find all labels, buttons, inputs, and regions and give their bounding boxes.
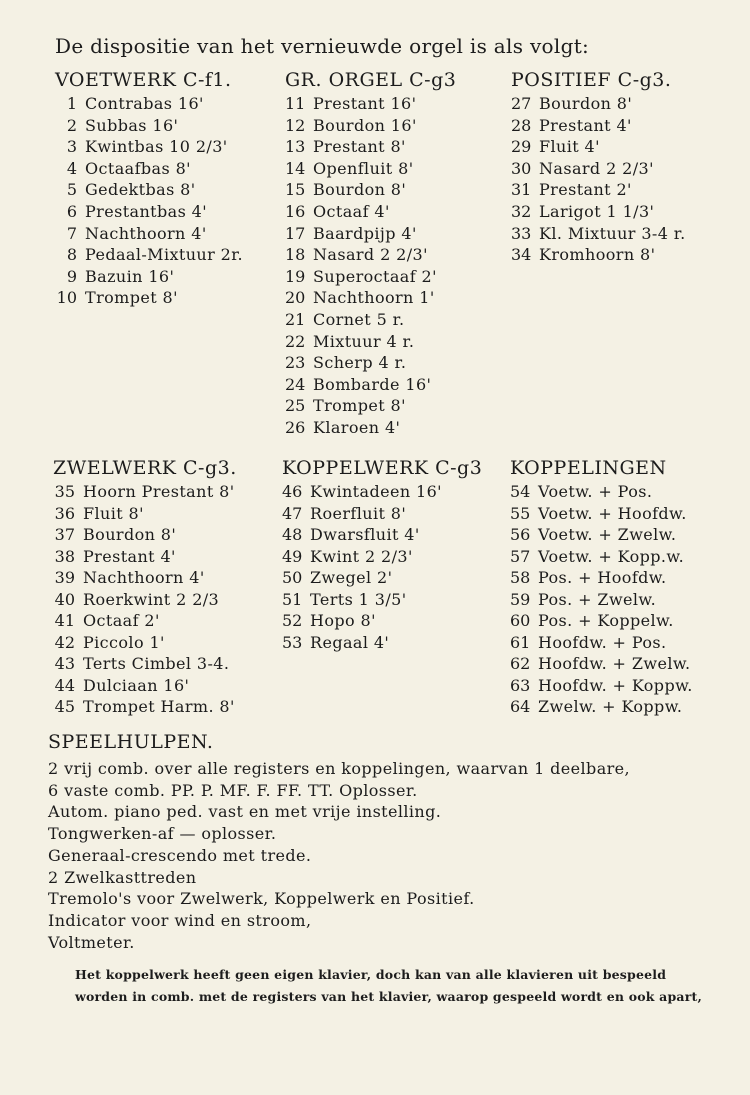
item-number: 34: [511, 245, 532, 265]
item-number: 38: [54, 546, 75, 566]
section-koppelingen: [510, 456, 693, 718]
list-item: [510, 503, 693, 525]
section-speelhulpen: [48, 730, 630, 953]
list-item: [510, 696, 693, 718]
register-list: [53, 481, 237, 718]
item-name: Voetw. + Hoofdw.: [538, 503, 687, 523]
section-title-zwelwerk: ZWELWERK C-g3.: [53, 457, 237, 479]
list-item: [285, 136, 456, 158]
playing-aid-line: 2 vrij comb. over alle registers en koppelingen, waarvan 1 deelbare,: [48, 759, 631, 778]
intro-heading: De dispositie van het vernieuwde orgel is als volgt:: [55, 34, 590, 58]
item-number: 3: [66, 137, 77, 157]
section-koppelwerk: [282, 456, 482, 653]
item-number: 51: [282, 589, 303, 609]
item-number: 55: [510, 503, 531, 523]
item-number: 12: [285, 115, 306, 135]
item-name: Voetw. + Pos.: [538, 482, 653, 501]
list-item: [285, 309, 456, 331]
item-name: Kwintadeen 16': [310, 482, 442, 501]
list-item: [55, 287, 243, 309]
item-name: Trompet Harm. 8': [83, 697, 235, 716]
coupler-list: [510, 481, 693, 718]
list-item: [511, 136, 686, 158]
item-name: Cornet 5 r.: [313, 309, 405, 329]
item-number: 10: [56, 288, 77, 308]
item-name: Openfluit 8': [313, 158, 414, 178]
list-item: [285, 179, 456, 201]
section-title-voetwerk: VOETWERK C-f1.: [55, 69, 232, 91]
item-name: Dwarsfluit 4': [310, 525, 420, 544]
item-number: 52: [282, 611, 303, 630]
list-item: [55, 244, 243, 266]
item-number: 4: [66, 158, 77, 178]
item-number: 33: [511, 223, 532, 243]
item-name: Scherp 4 r.: [313, 353, 407, 373]
item-number: 29: [511, 137, 532, 157]
list-item: [282, 632, 482, 654]
item-number: 62: [510, 654, 531, 673]
list-item: [285, 223, 456, 245]
item-name: Pos. + Hoofdw.: [538, 568, 667, 587]
list-item: [510, 589, 693, 611]
list-item: [511, 179, 686, 201]
item-number: 63: [510, 675, 531, 695]
item-number: 32: [511, 201, 532, 221]
item-name: Larigot 1 1/3': [539, 201, 655, 221]
list-item: [510, 481, 693, 503]
item-name: Nachthoorn 4': [83, 568, 205, 587]
footnote: [75, 964, 715, 1008]
list-item: [285, 244, 456, 266]
item-number: 15: [285, 180, 306, 200]
playing-aid-line: Tongwerken-af — oplosser.: [48, 824, 277, 844]
list-item: [55, 115, 243, 137]
item-name: Octaafbas 8': [85, 158, 191, 178]
list-item: [55, 93, 243, 115]
item-number: 13: [285, 137, 306, 157]
list-item: [53, 546, 237, 568]
item-number: 50: [282, 568, 303, 587]
item-number: 57: [510, 546, 531, 566]
list-item: [55, 266, 243, 288]
item-number: 36: [54, 503, 75, 523]
list-item: [282, 524, 482, 546]
item-name: Hopo 8': [310, 611, 376, 630]
playing-aid-line: Voltmeter.: [48, 932, 135, 952]
item-name: Contrabas 16': [85, 94, 204, 113]
item-name: Roerkwint 2 2/3: [83, 589, 220, 609]
list-item: [511, 244, 686, 266]
item-name: Dulciaan 16': [83, 675, 190, 695]
list-item: [510, 524, 693, 546]
section-voetwerk: [55, 68, 243, 309]
item-name: Nachthoorn 4': [85, 223, 207, 243]
item-name: Kwintbas 10 2/3': [85, 137, 228, 157]
list-item: [285, 115, 456, 137]
register-list: [285, 93, 456, 439]
item-name: Bourdon 8': [313, 180, 407, 200]
item-name: Terts 1 3/5': [310, 589, 407, 609]
item-number: 27: [511, 94, 532, 113]
item-number: 46: [282, 482, 303, 501]
item-number: 22: [285, 331, 306, 351]
section-positief: [511, 68, 686, 266]
item-number: 54: [510, 482, 531, 501]
item-number: 40: [54, 589, 75, 609]
register-list: [55, 93, 243, 309]
item-name: Kromhoorn 8': [539, 245, 656, 265]
list-item: [510, 632, 693, 654]
item-name: Baardpijp 4': [313, 223, 417, 243]
list-item: [511, 158, 686, 180]
list-item: [282, 589, 482, 611]
item-number: 1: [66, 94, 77, 113]
item-name: Fluit 4': [539, 137, 600, 157]
list-item: [53, 567, 237, 589]
list-item: [53, 589, 237, 611]
item-name: Octaaf 2': [83, 611, 160, 630]
item-name: Regaal 4': [310, 632, 390, 652]
item-name: Prestant 2': [539, 180, 632, 200]
item-name: Kl. Mixtuur 3-4 r.: [539, 223, 686, 243]
item-name: Kwint 2 2/3': [310, 546, 413, 566]
item-number: 53: [282, 632, 303, 652]
footnote-line: Het koppelwerk heeft geen eigen klavier, doch kan van alle klavieren uit bespeeld: [75, 967, 667, 982]
item-number: 9: [66, 266, 77, 286]
list-item: [53, 481, 237, 503]
list-item: [53, 653, 237, 675]
list-item: [53, 696, 237, 718]
playing-aid-line: Autom. piano ped. vast en met vrije instelling.: [48, 802, 442, 822]
list-item: [285, 201, 456, 223]
item-name: Fluit 8': [83, 503, 144, 523]
item-number: 41: [54, 611, 75, 630]
item-name: Hoofdw. + Pos.: [538, 632, 667, 652]
item-name: Terts Cimbel 3-4.: [83, 654, 230, 673]
item-number: 39: [54, 568, 75, 587]
item-number: 59: [510, 589, 531, 609]
item-name: Superoctaaf 2': [313, 266, 437, 286]
item-number: 31: [511, 180, 532, 200]
list-item: [285, 266, 456, 288]
playing-aid-line: 2 Zwelkasttreden: [48, 867, 197, 887]
item-name: Zwegel 2': [310, 568, 393, 587]
item-number: 11: [285, 94, 306, 113]
item-number: 17: [285, 223, 306, 243]
item-name: Bourdon 8': [539, 94, 633, 113]
list-item: [285, 158, 456, 180]
item-name: Roerfluit 8': [310, 503, 407, 523]
item-name: Bombarde 16': [313, 374, 432, 394]
list-item: [511, 93, 686, 115]
item-name: Pos. + Koppelw.: [538, 611, 674, 630]
section-title-grorgel: GR. ORGEL C-g3: [285, 69, 457, 91]
list-item: [55, 201, 243, 223]
item-name: Prestantbas 4': [85, 201, 208, 221]
list-item: [285, 374, 456, 396]
item-number: 20: [285, 288, 306, 308]
item-number: 18: [285, 245, 306, 265]
list-item: [282, 503, 482, 525]
list-item: [53, 610, 237, 632]
item-name: Subbas 16': [85, 115, 179, 135]
list-item: [55, 223, 243, 245]
item-name: Prestant 8': [313, 137, 406, 157]
list-item: [55, 158, 243, 180]
item-number: 60: [510, 611, 531, 630]
item-number: 47: [282, 503, 303, 523]
item-number: 21: [285, 309, 306, 329]
item-number: 7: [66, 223, 77, 243]
item-name: Hoofdw. + Koppw.: [538, 675, 693, 695]
playing-aid-line: Generaal-crescendo met trede.: [48, 845, 312, 865]
list-item: [510, 567, 693, 589]
playing-aids-list: [48, 758, 630, 953]
section-grorgel: [285, 68, 456, 439]
item-number: 56: [510, 525, 531, 544]
list-item: [285, 93, 456, 115]
item-name: Zwelw. + Koppw.: [538, 697, 683, 716]
item-number: 23: [285, 353, 306, 373]
section-zwelwerk: [53, 456, 237, 718]
list-item: [53, 524, 237, 546]
item-name: Bourdon 8': [83, 525, 177, 544]
playing-aid-line: Tremolo's voor Zwelwerk, Koppelwerk en Positief.: [48, 889, 475, 909]
list-item: [55, 136, 243, 158]
list-item: [282, 481, 482, 503]
list-item: [510, 653, 693, 675]
footnote-line: worden in comb. met de registers van het klavier, waarop gespeeld wordt en ook apart,: [75, 989, 703, 1004]
item-name: Gedektbas 8': [85, 180, 196, 200]
item-number: 2: [66, 115, 77, 135]
section-title-positief: POSITIEF C-g3.: [511, 69, 672, 91]
list-item: [285, 331, 456, 353]
item-number: 35: [54, 482, 75, 501]
item-number: 5: [66, 180, 77, 200]
item-number: 49: [282, 546, 303, 566]
item-number: 58: [510, 568, 531, 587]
item-number: 19: [285, 266, 306, 286]
item-name: Prestant 16': [313, 94, 417, 113]
item-number: 8: [66, 245, 77, 265]
section-title-koppelingen: KOPPELINGEN: [510, 457, 667, 479]
item-number: 43: [54, 654, 75, 673]
item-name: Hoorn Prestant 8': [83, 482, 235, 501]
list-item: [282, 567, 482, 589]
list-item: [282, 546, 482, 568]
list-item: [53, 632, 237, 654]
item-name: Trompet 8': [313, 396, 406, 416]
playing-aid-line: Indicator voor wind en stroom,: [48, 910, 312, 930]
item-number: 45: [54, 697, 75, 716]
section-title-koppelwerk: KOPPELWERK C-g3: [282, 457, 483, 479]
list-item: [282, 610, 482, 632]
list-item: [53, 675, 237, 697]
item-name: Klaroen 4': [313, 417, 401, 437]
item-name: Nasard 2 2/3': [539, 158, 654, 178]
item-number: 64: [510, 697, 531, 716]
register-list: [511, 93, 686, 266]
list-item: [510, 546, 693, 568]
item-number: 37: [54, 525, 75, 544]
item-number: 16: [285, 201, 306, 221]
item-name: Bourdon 16': [313, 115, 417, 135]
item-number: 28: [511, 115, 532, 135]
item-number: 61: [510, 632, 531, 652]
item-name: Octaaf 4': [313, 201, 390, 221]
item-number: 24: [285, 374, 306, 394]
item-number: 48: [282, 525, 303, 544]
section-title-speelhulpen: SPEELHULPEN.: [48, 731, 214, 753]
item-number: 30: [511, 158, 532, 178]
list-item: [285, 352, 456, 374]
list-item: [510, 675, 693, 697]
item-number: 26: [285, 417, 306, 437]
item-name: Voetw. + Kopp.w.: [538, 546, 685, 566]
list-item: [285, 417, 456, 439]
item-name: Voetw. + Zwelw.: [538, 525, 677, 544]
item-name: Piccolo 1': [83, 632, 165, 652]
register-list: [282, 481, 482, 653]
item-name: Nachthoorn 1': [313, 288, 435, 308]
list-item: [285, 395, 456, 417]
item-name: Pos. + Zwelw.: [538, 589, 657, 609]
list-item: [285, 287, 456, 309]
item-name: Pedaal-Mixtuur 2r.: [85, 245, 244, 265]
playing-aid-line: 6 vaste comb. PP. P. MF. F. FF. TT. Oplosser.: [48, 780, 418, 800]
item-name: Prestant 4': [83, 546, 176, 566]
item-number: 6: [66, 201, 77, 221]
list-item: [55, 179, 243, 201]
list-item: [511, 115, 686, 137]
item-name: Nasard 2 2/3': [313, 245, 428, 265]
item-name: Prestant 4': [539, 115, 632, 135]
item-number: 25: [285, 396, 306, 416]
item-number: 42: [54, 632, 75, 652]
item-name: Mixtuur 4 r.: [313, 331, 415, 351]
list-item: [511, 201, 686, 223]
item-number: 14: [285, 158, 306, 178]
item-number: 44: [54, 675, 75, 695]
item-name: Trompet 8': [85, 288, 178, 308]
list-item: [511, 223, 686, 245]
item-name: Bazuin 16': [85, 266, 175, 286]
list-item: [510, 610, 693, 632]
list-item: [53, 503, 237, 525]
item-name: Hoofdw. + Zwelw.: [538, 654, 691, 673]
